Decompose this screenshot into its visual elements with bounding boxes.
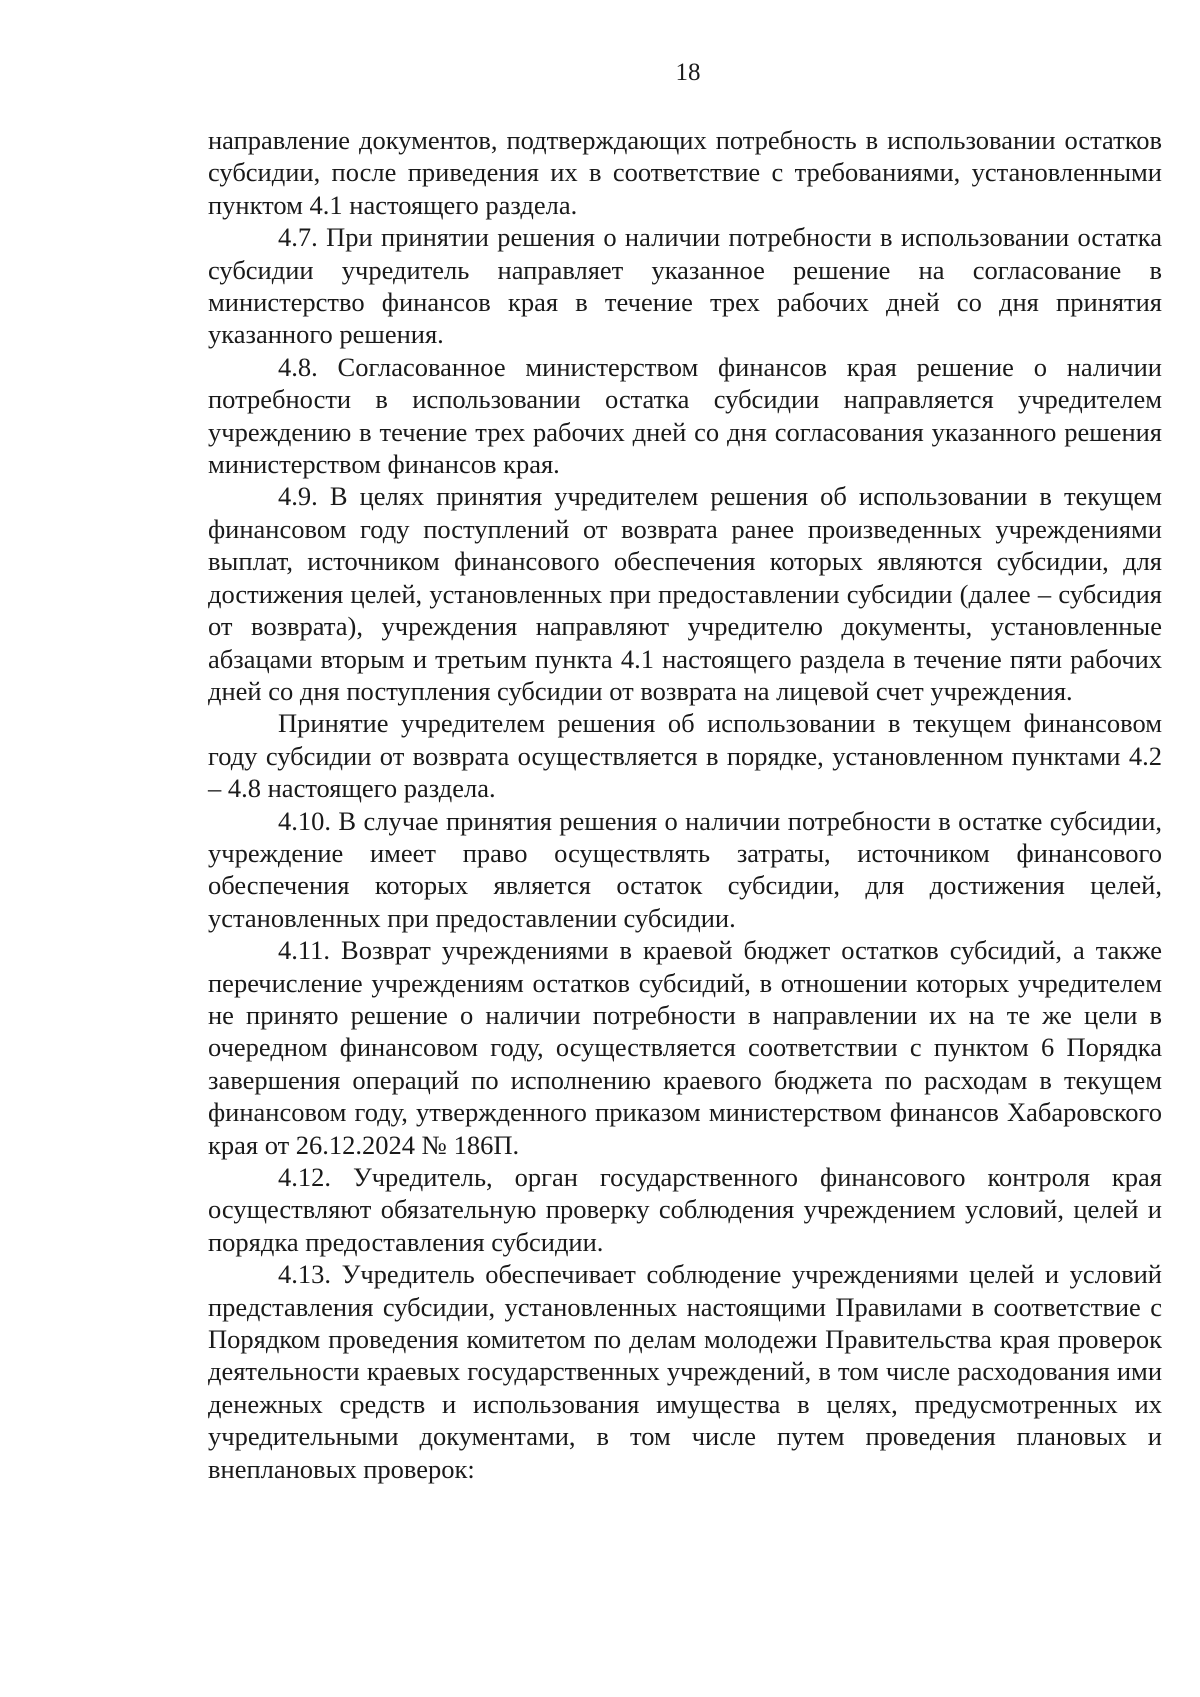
paragraph-4-11: 4.11. Возврат учреждениями в краевой бюджет остатков субсидий, а также перечисление учреждениям остатков субсидий, в отношении которых учредителем не принято решение о наличии потребности в направлении их на те же цели в очередном финансовом году, осуществляется соответствии с пунктом 6 Порядка завершения операций по исполнению краевого бюджета по расходам в текущем финансовом году, утвержденного приказом министерством финансов Хабаровского края от 26.12.2024 № 186П. (208, 935, 1162, 1160)
paragraph-4-10: 4.10. В случае принятия решения о наличии потребности в остатке субсидии, учреждение имеет право осуществлять затраты, источником финансового обеспечения которых является остаток субсидии, для достижения целей, установленных при предоставлении субсидии. (208, 805, 1162, 933)
paragraph-4-12: 4.12. Учредитель, орган государственного финансового контроля края осуществляют обязательную проверку соблюдения учреждением условий, целей и порядка предоставления субсидии. (208, 1162, 1162, 1257)
paragraph-4-9: 4.9. В целях принятия учредителем решения об использовании в текущем финансовом году поступлений от возврата ранее произведенных учреждениями выплат, источником финансового обеспечения которых являются субсидии, для достижения целей, установленных при предоставлении субсидии (далее – субсидия от возврата), учреждения направляют учредителю документы, установленные абзацами вторым и третьим пункта 4.1 настоящего раздела в течение пяти рабочих дней со дня поступления субсидии от возврата на лицевой счет учреждения. (208, 481, 1162, 706)
document-body (208, 124, 1162, 1485)
paragraph-4-13: 4.13. Учредитель обеспечивает соблюдение учреждениями целей и условий представления субсидии, установленных настоящими Правилами в соответствие с Порядком проведения комитетом по делам молодежи Правительства края проверок деятельности краевых государственных учреждений, в том числе расходования ими денежных средств и использования имущества в целях, предусмотренных их учредительными документами, в том числе путем проведения плановых и внеплановых проверок: (208, 1259, 1162, 1484)
paragraph-4-8: 4.8. Согласованное министерством финансов края решение о наличии потребности в использовании остатка субсидии направляется учредителем учреждению в течение трех рабочих дней со дня согласования указанного решения министерством финансов края. (208, 351, 1162, 480)
paragraph-4-7: 4.7. При принятии решения о наличии потребности в использовании остатка субсидии учредитель направляет указанное решение на согласование в министерство финансов края в течение трех рабочих дней со дня принятия указанного решения. (208, 222, 1162, 350)
page-number: 18 (675, 59, 701, 86)
paragraph-continuation: направление документов, подтверждающих потребность в использовании остатков субсидии, после приведения их в соответствие с требованиями, установленными пунктом 4.1 настоящего раздела. (208, 125, 1162, 220)
paragraph-4-9-second: Принятие учредителем решения об использовании в текущем финансовом году субсидии от возврата осуществляется в порядке, установленном пунктами 4.2 – 4.8 настоящего раздела. (208, 708, 1162, 804)
